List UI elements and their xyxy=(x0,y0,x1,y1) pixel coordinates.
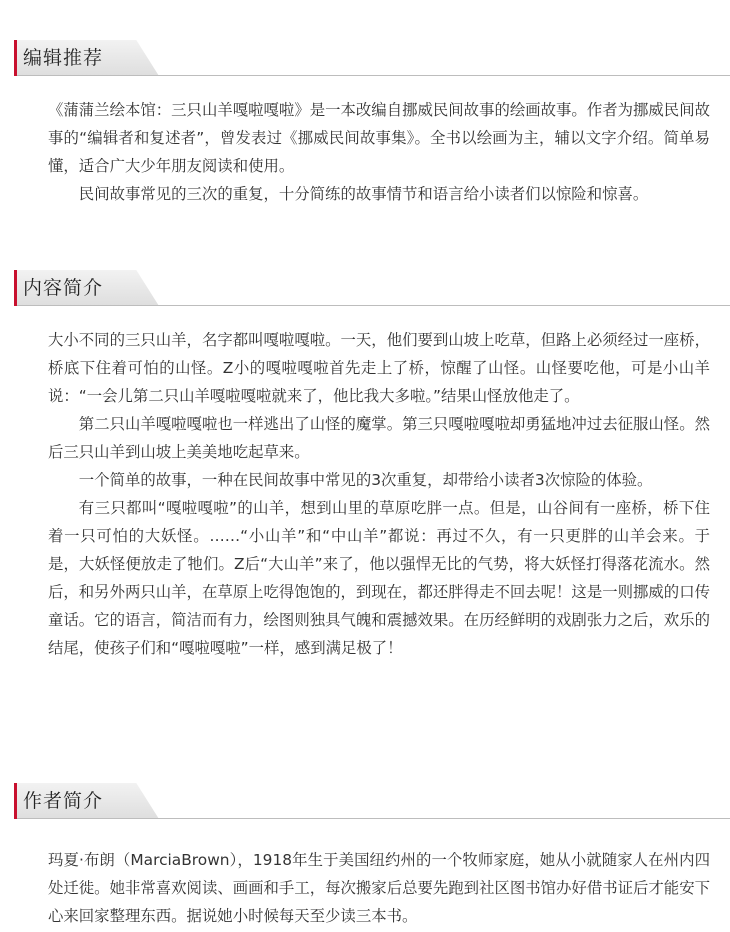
section-body-author-bio xyxy=(48,846,710,930)
paragraph: 有三只都叫“嘎啦嘎啦”的山羊，想到山里的草原吃胖一点。但是，山谷间有一座桥，桥下住着一只可怕的大妖怪。……“小山羊”和“中山羊”都说：再过不久，有一只更胖的山羊会来。于是，大妖怪便放走了牠们。Z后“大山羊”来了，他以强悍无比的气势，将大妖怪打得落花流水。然后，和另外两只山羊，在草原上吃得饱饱的，到现在，都还胖得走不回去呢！这是一则挪威的口传童话。它的语言，简洁而有力，绘图则独具气魄和震撼效果。在历经鲜明的戏剧张力之后，欢乐的结尾，使孩子们和“嘎啦嘎啦”一样，感到满足极了！ xyxy=(48,499,710,657)
header-rule xyxy=(159,305,730,306)
paragraph: 大小不同的三只山羊，名字都叫嘎啦嘎啦。一天，他们要到山坡上吃草，但路上必须经过一座桥，桥底下住着可怕的山怪。Z小的嘎啦嘎啦首先走上了桥，惊醒了山怪。山怪要吃他，可是小山羊说：“一会儿第二只山羊嘎啦嘎啦就来了，他比我大多啦。”结果山怪放他走了。 xyxy=(48,331,710,405)
section-title: 作者简介 xyxy=(23,790,104,812)
accent-bar xyxy=(14,270,17,306)
section-body-content-summary xyxy=(48,326,710,662)
section-title: 内容简介 xyxy=(23,277,104,299)
header-rule xyxy=(159,75,730,76)
section-header-editor-recommendation xyxy=(14,40,730,76)
paragraph: 一个简单的故事，一种在民间故事中常见的3次重复，却带给小读者3次惊险的体验。 xyxy=(78,471,653,489)
accent-bar xyxy=(14,40,17,76)
paragraph: 民间故事常见的三次的重复，十分简练的故事情节和语言给小读者们以惊险和惊喜。 xyxy=(78,185,649,203)
section-header-author-bio xyxy=(14,783,730,819)
paragraph: 《蒲蒲兰绘本馆：三只山羊嘎啦嘎啦》是一本改编自挪威民间故事的绘画故事。作者为挪威民间故事的“编辑者和复述者”，曾发表过《挪威民间故事集》。全书以绘画为主，辅以文字介绍。简单易懂，适合广大少年朋友阅读和使用。 xyxy=(48,101,710,175)
section-body-editor-recommendation xyxy=(48,96,710,208)
section-title: 编辑推荐 xyxy=(23,47,104,69)
paragraph: 第二只山羊嘎啦嘎啦也一样逃出了山怪的魔掌。第三只嘎啦嘎啦却勇猛地冲过去征服山怪。然后三只山羊到山坡上美美地吃起草来。 xyxy=(48,415,710,461)
header-rule xyxy=(159,818,730,819)
paragraph: 玛夏·布朗（MarciaBrown），1918年生于美国纽约州的一个牧师家庭，她从小就随家人在州内四处迁徙。她非常喜欢阅读、画画和手工，每次搬家后总要先跑到社区图书馆办好借书证后才能安下心来回家整理东西。据说她小时候每天至少读三本书。 xyxy=(48,851,710,925)
accent-bar xyxy=(14,783,17,819)
section-header-content-summary xyxy=(14,270,730,306)
